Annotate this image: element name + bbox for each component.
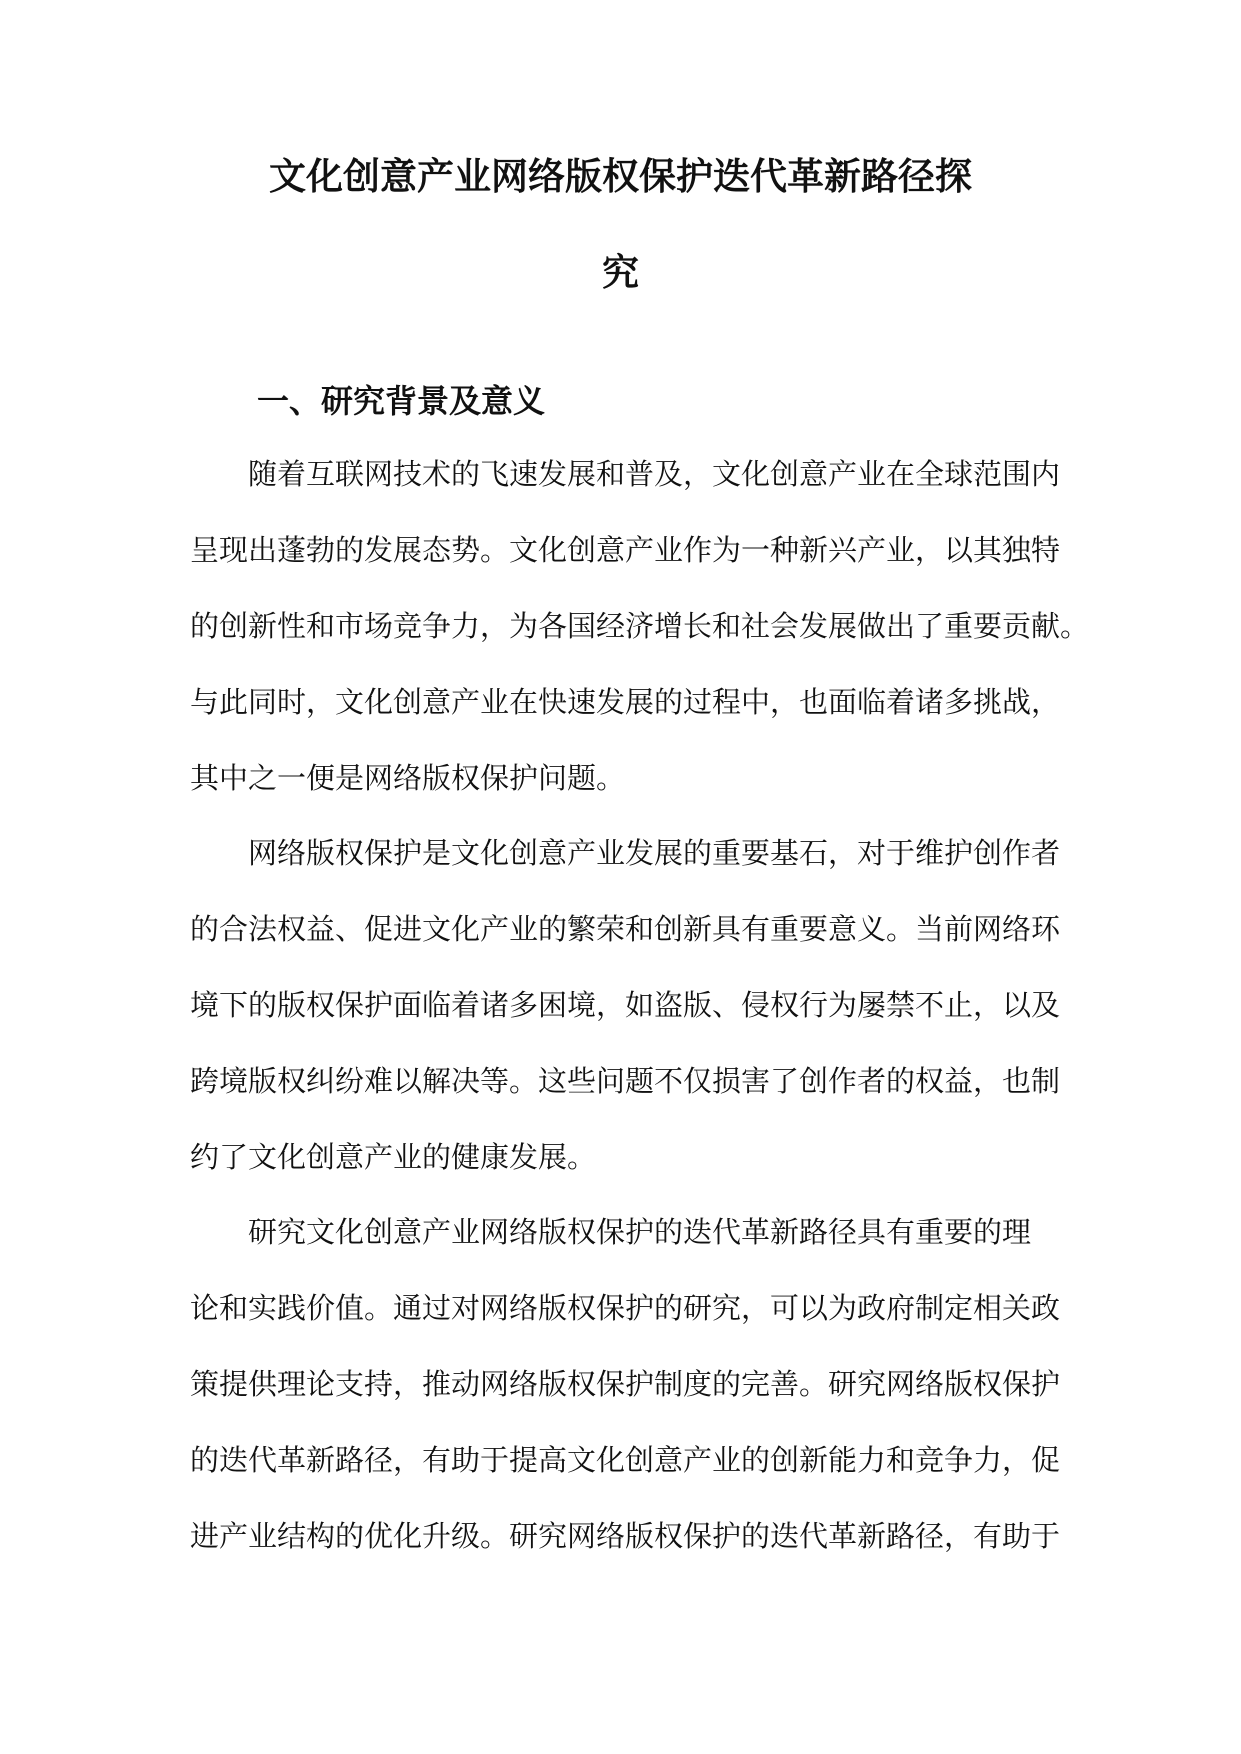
body-line: 网络版权保护是文化创意产业发展的重要基石，对于维护创作者 [190, 836, 1061, 870]
body-line: 约了文化创意产业的健康发展。 [190, 1140, 597, 1174]
body-line: 呈现出蓬勃的发展态势。文化创意产业作为一种新兴产业，以其独特 [190, 533, 1061, 567]
body-line: 其中之一便是网络版权保护问题。 [190, 761, 626, 795]
document-title-line-2: 究 [602, 250, 639, 294]
body-line: 随着互联网技术的飞速发展和普及，文化创意产业在全球范围内 [190, 457, 1061, 491]
document-title-line-1: 文化创意产业网络版权保护迭代革新路径探 [269, 154, 972, 198]
body-line: 境下的版权保护面临着诸多困境，如盗版、侵权行为屡禁不止，以及 [190, 988, 1061, 1022]
body-line: 的迭代革新路径，有助于提高文化创意产业的创新能力和竞争力，促 [190, 1443, 1061, 1477]
section-heading: 一、研究背景及意义 [257, 382, 546, 420]
body-line: 的合法权益、促进文化产业的繁荣和创新具有重要意义。当前网络环 [190, 912, 1061, 946]
body-line: 研究文化创意产业网络版权保护的迭代革新路径具有重要的理 [190, 1215, 1032, 1249]
body-line: 论和实践价值。通过对网络版权保护的研究，可以为政府制定相关政 [190, 1291, 1061, 1325]
body-line: 跨境版权纠纷难以解决等。这些问题不仅损害了创作者的权益，也制 [190, 1064, 1061, 1098]
body-line: 的创新性和市场竞争力，为各国经济增长和社会发展做出了重要贡献。 [190, 609, 1090, 643]
body-line: 策提供理论支持，推动网络版权保护制度的完善。研究网络版权保护 [190, 1367, 1061, 1401]
body-line: 进产业结构的优化升级。研究网络版权保护的迭代革新路径，有助于 [190, 1519, 1061, 1553]
body-line: 与此同时，文化创意产业在快速发展的过程中，也面临着诸多挑战， [190, 685, 1061, 719]
